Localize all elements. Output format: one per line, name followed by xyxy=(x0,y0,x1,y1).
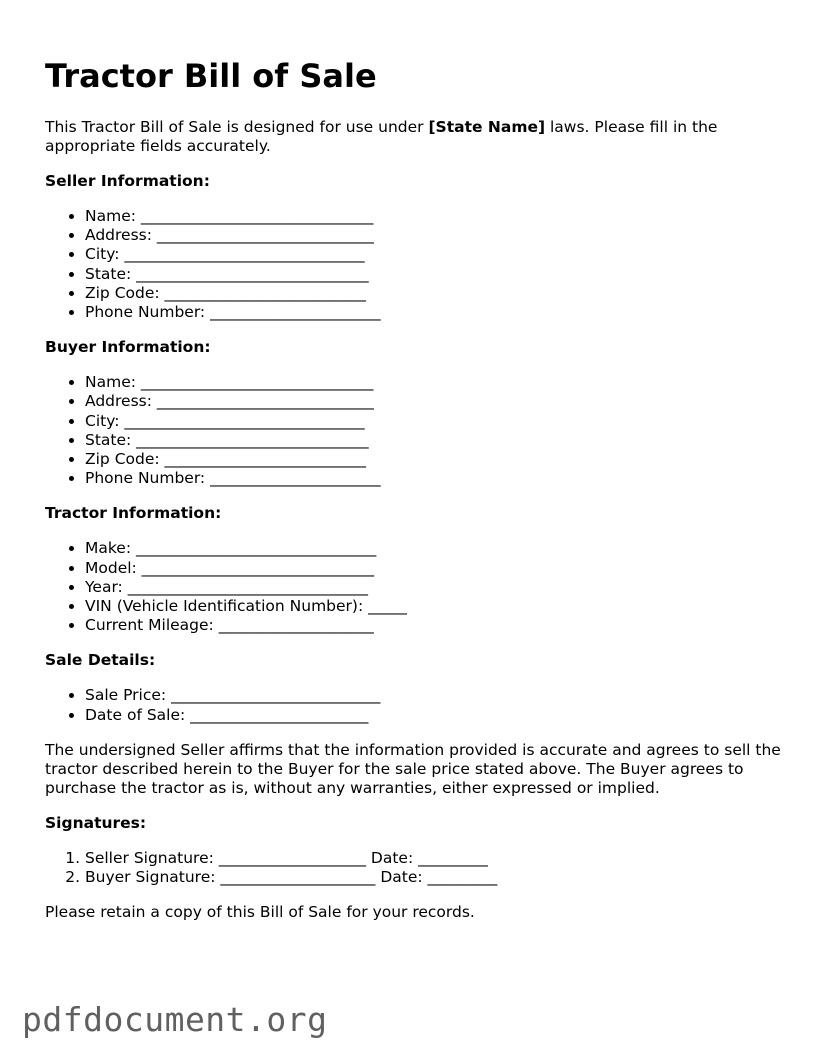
tractor-heading: Tractor Information: xyxy=(45,504,222,523)
seller-phone-field: • Phone Number: ______________________ xyxy=(85,303,785,322)
seller-name-field: • Name: ______________________________ xyxy=(85,207,785,226)
tractor-model-field: • Model: ______________________________ xyxy=(85,559,785,578)
sale-fields-list xyxy=(45,686,785,724)
intro-text-after: laws. Please fill in the appropriate fields accurately. xyxy=(45,118,718,155)
buyer-heading: Buyer Information: xyxy=(45,338,211,357)
seller-fields-list xyxy=(45,207,785,322)
buyer-address-field: • Address: ____________________________ xyxy=(85,392,785,411)
seller-signature-line: 1. Seller Signature: ___________________ Date: _________ xyxy=(85,849,785,868)
buyer-zip-field: • Zip Code: __________________________ xyxy=(85,450,785,469)
seller-affirmation-paragraph: The undersigned Seller affirms that the information provided is accurate and agrees to sell the tractor described herein to the Buyer for the sale price stated above. The Buyer agrees to purchase the tractor as is, without any warranties, either expressed or implied. xyxy=(45,740,781,797)
seller-address-field: • Address: ____________________________ xyxy=(85,226,785,245)
buyer-state-field: • State: ______________________________ xyxy=(85,431,785,450)
state-name-placeholder: [State Name] xyxy=(428,118,546,136)
tractor-make-field: • Make: _______________________________ xyxy=(85,539,785,558)
seller-heading: Seller Information: xyxy=(45,172,210,190)
signatures-heading: Signatures: xyxy=(45,813,147,832)
intro-paragraph xyxy=(45,118,785,156)
watermark: pdfdocument.org xyxy=(22,1000,328,1039)
sale-heading: Sale Details: xyxy=(45,651,156,670)
seller-state-field: • State: ______________________________ xyxy=(85,265,785,284)
retain-copy-note: Please retain a copy of this Bill of Sale for your records. xyxy=(45,903,475,922)
tractor-mileage-field: • Current Mileage: ____________________ xyxy=(85,616,785,635)
buyer-fields-list xyxy=(45,373,785,488)
signatures-list xyxy=(45,849,785,887)
sale-date-field: • Date of Sale: _______________________ xyxy=(85,706,785,725)
buyer-name-field: • Name: ______________________________ xyxy=(85,373,785,392)
tractor-year-field: • Year: _______________________________ xyxy=(85,578,785,597)
tractor-fields-list xyxy=(45,539,785,635)
tractor-vin-field: • VIN (Vehicle Identification Number): _____ xyxy=(85,597,785,616)
buyer-signature-line: 2. Buyer Signature: ____________________ Date: _________ xyxy=(85,868,785,887)
buyer-city-field: • City: _______________________________ xyxy=(85,412,785,431)
buyer-phone-field: • Phone Number: ______________________ xyxy=(85,469,785,488)
seller-zip-field: • Zip Code: __________________________ xyxy=(85,284,785,303)
sale-price-field: • Sale Price: ___________________________ xyxy=(85,686,785,705)
intro-text-before: This Tractor Bill of Sale is designed for use under xyxy=(45,118,429,136)
page-title: Tractor Bill of Sale xyxy=(45,57,377,95)
seller-city-field: • City: _______________________________ xyxy=(85,245,785,264)
document-page xyxy=(45,56,785,922)
